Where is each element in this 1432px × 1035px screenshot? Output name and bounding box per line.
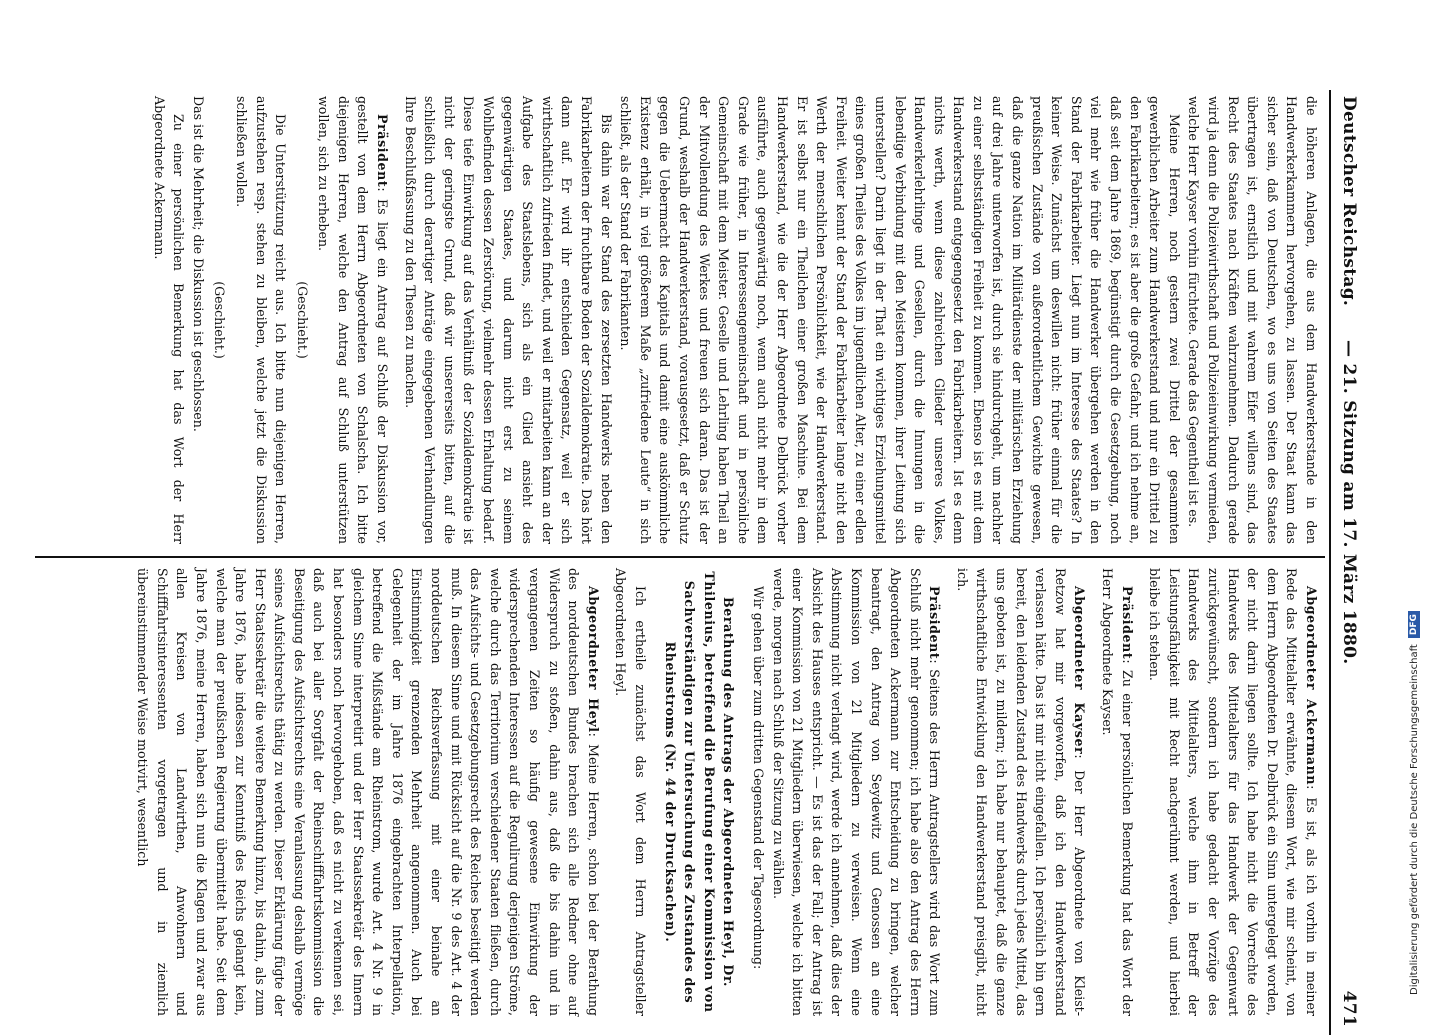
agenda-text: Berathung des Antrags der Abgeordneten Heyl, Dr. Thilenius, betreffend die Berufung einer Kommission von Sachverständigen zur Untersuchung des Zustandes des Rheinstroms (Nr. 44 der Drucksachen). <box>662 571 737 1013</box>
rotated-page <box>30 90 1365 1035</box>
paragraph: Zu einer persönlichen Bemerkung hat das Wort der Herr Abgeordnete Ackermann. <box>151 96 187 544</box>
speech-text: Seitens des Herrn Antragstellers wird das Wort zum Schluß nicht mehr genommen; ich habe also den Antrag des Herrn Abgeordneten Ackermann zur Entscheidung zu bringen, welcher beantragt, den Antrag von Seydewitz und Genossen an eine Kommission von 21 Mitgliedern zu verweisen. Wenn eine Abstimmung nicht verlangt wird, werde ich annehmen, daß dies der Absicht des Hauses entspricht. — Es ist das der Fall; der Antrag ist einer Kommission von 21 Mitgliedern überwiesen, welche ich bitten werde, morgen nach Schluß der Sitzung zu wählen. <box>770 568 943 1016</box>
paragraph: Das ist die Mehrheit; die Diskussion ist geschlossen. <box>190 96 206 432</box>
column-divider <box>35 556 1325 558</box>
paragraph: Bis dahin war der Stand des zersetzten Handwerks neben den Fabrikarbeitern der fruchtbare Boden der Sozialdemokratie. Das hört dann auf. Er wird ihr entschieden Gegensatz, weil er sich wirthschaftlich zufrieden findet, und weil er mitarbeiten kann an der Aufgabe des Staatslebens, sich als ein Glied ansieht des gegenwärtigen Staates, und darum nicht erst zu seinem Wohlbefinden dessen Zerstörung, vielmehr dessen Erhaltung bedarf. Diese tiefe Einwirkung auf das Verhältniß der Sozialdemokratie ist nicht der geringste Grund, daß wir unsererseits bitten, auf die schließlich durch derartiger Anträge eingegebenen Verhandlungen Ihre Beschlußfassung zu den Thesen zu machen. <box>402 96 614 544</box>
page-number: 471 <box>1339 990 1359 1027</box>
paragraph: Abgeordneter Ackermann: Es ist, als ich vorhin in meiner Rede das Mittelalter erwähnte, diesem Wort, wie mir scheint, von dem Herrn Abgeordneten Dr. Delbrück ein Sinn untergelegt worden, der nicht darin liegen sollte. Ich habe nicht die Vorrechte des Handwerks des Mittelalters für das Handwerk der Gegenwart zurückgewünscht, sondern ich habe gedacht der Vorzüge des Handwerks des Mittelalters, welche ihm in Betreff der Leistungsfähigkeit mit Recht nachgerühmt werden, und hierbei bleibe ich stehen. <box>1147 568 1319 1016</box>
paragraph: Präsident: Seitens des Herrn Antragstellers wird das Wort zum Schluß nicht mehr genommen; ich habe also den Antrag des Herrn Abgeordneten Ackermann zur Entscheidung zu bringen, welcher beantragt, den Antrag von Seydewitz und Genossen an eine Kommission von 21 Mitgliedern zu verweisen. Wenn eine Abstimmung nicht verlangt wird, werde ich annehmen, daß dies der Absicht des Hauses entspricht. — Es ist das der Fall; der Antrag ist einer Kommission von 21 Mitgliedern überwiesen, welche ich bitten werde, morgen nach Schluß der Sitzung zu wählen. <box>770 568 943 1016</box>
stage-direction: (Geschieht.) <box>294 281 310 359</box>
stage-direction: (Geschieht.) <box>212 281 228 359</box>
paragraph: Präsident: Es liegt ein Antrag auf Schluß der Diskussion vor, gestellt von dem Herrn Abgeordneten von Schalscha. Ich bitte diejenigen Herren, welche den Antrag auf Schluß unterstützen wollen, sich zu erheben. <box>316 96 391 545</box>
header-session: — 21. Sitzung am 17. März 1880. <box>1339 340 1359 665</box>
paragraph: Abgeordneter Kayser: Der Herr Abgeordnete von Kleist-Retzow hat mir vorgeworfen, daß ich den Handwerkerstand verlassen hätte. Das ist mir nicht eingefallen. Ich persönlich bin gern bereit, den leidenden Zustand des Handwerks durch jedes Mittel, das uns geboten ist, zu mildern; ich habe nur behauptet, daß die ganze wirthschaftliche Entwicklung den Handwerkerstand preisgibt, nicht ich. <box>954 568 1088 1016</box>
paragraph: Ich ertheile zunächst das Wort dem Herrn Antragsteller Abgeordneten Heyl. <box>613 568 648 1016</box>
paragraph: Wir gehen über zum dritten Gegenstand der Tagesordnung: <box>750 586 766 970</box>
speech-text: Der Herr Abgeordnete von Kleist-Retzow hat mir vorgeworfen, daß ich den Handwerkerstand verlassen hätte. Das ist mir nicht eingefallen. Ich persönlich bin gern bereit, den leidenden Zustand des Handwerks durch jedes Mittel, das uns geboten ist, zu mildern; ich habe nur behauptet, daß die ganze wirthschaftliche Entwicklung den Handwerkerstand preisgibt, nicht ich. <box>954 568 1088 1016</box>
speaker-name: Präsident <box>375 114 391 188</box>
credit-text: Digitalisierung gefördert durch die Deutsche Forschungsgemeinschaft <box>1408 644 1420 995</box>
paragraph: Präsident: Zu einer persönlichen Bemerkung hat das Wort der Herr Abgeordnete Kayser. <box>1100 568 1135 1016</box>
speaker-name: Abgeordneter Ackermann <box>1304 586 1319 786</box>
header-title: Deutscher Reichstag. <box>1339 96 1359 307</box>
paragraph: Meine Herren, noch gestern zwei Drittel der gesammten gewerblichen Arbeiter zum Handwerkerstand und nur ein Drittel zu den Fabrikarbeitern; es ist aber die große Gefahr, und ich nehme an, daß seit dem Jahre 1869, begünstigt durch die Gesetzgebung, noch viel mehr wie früher die Handwerker übergehen werden in den Stand der Fabrikarbeiter. Liegt nun im Interesse des Staates? In keiner Weise. Zunächst um deswillen nicht: früher einmal für die preußischen Zustände von außerordentlichem Gewichte gewesen, daß die ganze Nation im Militärdienste der militärischen Erziehung auf drei Jahre unterworfen ist, durch sie hindurchgeht, um nachher zu einer selbstständigen Freiheit zu kommen. Ebenso ist es mit dem Handwerkerstand entgegengesetzt den Fabrikarbeitern. Ist es denn nichts werth, wenn diese zahlreichen Glieder unseres Volkes, Handwerkerlehrlinge und Gesellen, durch die Innungen in die lebendige Verbindung mit den Meistern kommen, ihrer Leitung sich unterstellen? Darin liegt in der That ein wichtiges Erziehungsmittel eines großen Theiles des Volkes im jugendlichen Alter, zu einer edlen Freiheit. Weiter kennt der Stand der Fabrikarbeiter lange nicht den Werth der menschlichen Persönlichkeit, wie der Handwerkerstand. Er ist selbst nur ein Theilchen einer großen Maschine. Bei dem Handwerkerstand, wie die der Herr Abgeordnete Delbrück vorher ausführte, auch gegenwärtig noch, wenn auch nicht mehr in dem Grade wie früher, in Interessengemeinschaft und in persönliche Gemeinschaft mit dem Meister. Geselle und Lehrling haben Theil an der Mitvollendung des Werkes und freuen sich daran. Das ist der Grund, weshalb der Handwerkerstand, vorausgesetzt, daß er Schutz gegen die Uebermacht des Kapitals und damit eine auskömmliche Existenz erhält, in viel größerem Maße „zufriedene Leute“ in sich schließt, als der Stand der Fabrikanten. <box>618 96 1182 544</box>
speech-text: Es liegt ein Antrag auf Schluß der Diskussion vor, gestellt von dem Herrn Abgeordneten von Schalscha. Ich bitte diejenigen Herren, welche den Antrag auf Schluß unterstützen wollen, sich zu erheben. <box>316 96 391 545</box>
dfg-logo: DFG <box>1408 611 1420 638</box>
speech-text: Es ist, als ich vorhin in meiner Rede das Mittelalter erwähnte, diesem Wort, wie mir scheint, von dem Herrn Abgeordneten Dr. Delbrück ein Sinn untergelegt worden, der nicht darin liegen sollte. Ich habe nicht die Vorrechte des Handwerks des Mittelalters für das Handwerk der Gegenwart zurückgewünscht, sondern ich habe gedacht der Vorzüge des Handwerks des Mittelalters, welche ihm in Betreff der Leistungsfähigkeit mit Recht nachgerühmt werden, und hierbei bleibe ich stehen. <box>1147 568 1319 1016</box>
speech-text: Zu einer persönlichen Bemerkung hat das Wort der Herr Abgeordnete Kayser. <box>1100 568 1135 1016</box>
column-left <box>149 96 1321 544</box>
speaker-name: Abgeordneter Heyl <box>585 586 601 733</box>
agenda-heading <box>660 568 738 1016</box>
column-right <box>133 568 1321 1016</box>
speaker-name: Präsident <box>1119 586 1135 660</box>
digitization-credit <box>1408 611 1420 995</box>
speaker-name: Abgeordneter Kayser <box>1072 586 1088 755</box>
speech-text: Meine Herren, schon bei der Berathung des norddeutschen Bundes brachen sich alle Redner ohne auf Widerspruch zu stoßen, dahin aus, daß die bis dahin und in vergangenen Zeiten so häufig gewesene Einwirkung der widersprechenden Interessen auf die Regulirung derjenigen Ströme, welche durch das Territorium verschiedener Staaten fließen, durch das Aufsichts- und Gesetzgebungsrecht des Reiches beseitigt werden muß. In diesem Sinne und mit Rücksicht auf die Nr. 9 des Art. 4 der norddeutschen Reichsverfassung mit einer beinahe an Einstimmigkeit grenzenden Mehrheit angenommen. Auch bei Gelegenheit der im Jahre 1876 eingebrachten Interpellation, betreffend die Mißstände am Rheinstrom, wurde Art. 4 Nr. 9 in gleichem Sinne interpretirt und der Herr Staatssekretär des Innern hat besonders noch hervorgehoben, daß es nicht zu verkennen sei, daß auch bei aller Sorgfalt der Rheinschifffahrtskommission die Beseitigung des Aufsichtsrechts eine Veranlassung deshalb vermöge seines Aufsichtsrechts thätig zu werden. Dieser Erklärung fügte der Herr Staatssekretär die weitere Bemerkung hinzu, bis dahin, als zum Jahre 1876, habe indessen zur Kenntniß des Reichs gelangt kein, welche man der preußischen Regierung übermittelt habe. Seit dem Jahre 1876, meine Herren, haben sich nun die Klagen und zwar aus allen Kreisen von Landwirthen, Anwohnern und Schifffahrtsinteressenten vorgetragen und in ziemlich übereinstimmender Weise motivirt, wesentlich <box>135 568 601 1016</box>
page-header <box>1329 90 1365 1035</box>
speaker-name: Präsident <box>927 586 943 660</box>
paragraph: die höheren Anlagen, die aus dem Handwerkerstande in den Handwerkerkammern hervorgehen, zu lassen. Der Staat kann das sicher sein, daß von Deutschen, wo es uns von Seiten des Staates übertragen ist, ernstlich und mit wahrem Eifer willens sind, das Recht des Staates nach Kräften wahrzunehmen. Dadurch gerade wird ja denn die Polizeiwirthschaft und Polizeieinwirkung vermieden, welche Herr Kayser vorhin fürchtete. Gerade das Gegentheil ist es. <box>1186 96 1319 544</box>
paragraph: Die Unterstützung reicht aus. Ich bitte nun diejenigen Herren, aufzustehen resp. stehen zu bleiben, welche jetzt die Diskussion schließen wollen. <box>233 96 289 544</box>
paragraph: Abgeordneter Heyl: Meine Herren, schon bei der Berathung des norddeutschen Bundes brachen sich alle Redner ohne auf Widerspruch zu stoßen, dahin aus, daß die bis dahin und in vergangenen Zeiten so häufig gewesene Einwirkung der widersprechenden Interessen auf die Regulirung derjenigen Ströme, welche durch das Territorium verschiedener Staaten fließen, durch das Aufsichts- und Gesetzgebungsrecht des Reiches beseitigt werden muß. In diesem Sinne und mit Rücksicht auf die Nr. 9 des Art. 4 der norddeutschen Reichsverfassung mit einer beinahe an Einstimmigkeit grenzenden Mehrheit angenommen. Auch bei Gelegenheit der im Jahre 1876 eingebrachten Interpellation, betreffend die Mißstände am Rheinstrom, wurde Art. 4 Nr. 9 in gleichem Sinne interpretirt und der Herr Staatssekretär des Innern hat besonders noch hervorgehoben, daß es nicht zu verkennen sei, daß auch bei aller Sorgfalt der Rheinschifffahrtskommission die Beseitigung des Aufsichtsrechts eine Veranlassung deshalb vermöge seines Aufsichtsrechts thätig zu werden. Dieser Erklärung fügte der Herr Staatssekretär die weitere Bemerkung hinzu, bis dahin, als zum Jahre 1876, habe indessen zur Kenntniß des Reichs gelangt kein, welche man der preußischen Regierung übermittelt habe. Seit dem Jahre 1876, meine Herren, haben sich nun die Klagen und zwar aus allen Kreisen von Landwirthen, Anwohnern und Schifffahrtsinteressenten vorgetragen und in ziemlich übereinstimmender Weise motivirt, wesentlich <box>135 568 601 1016</box>
